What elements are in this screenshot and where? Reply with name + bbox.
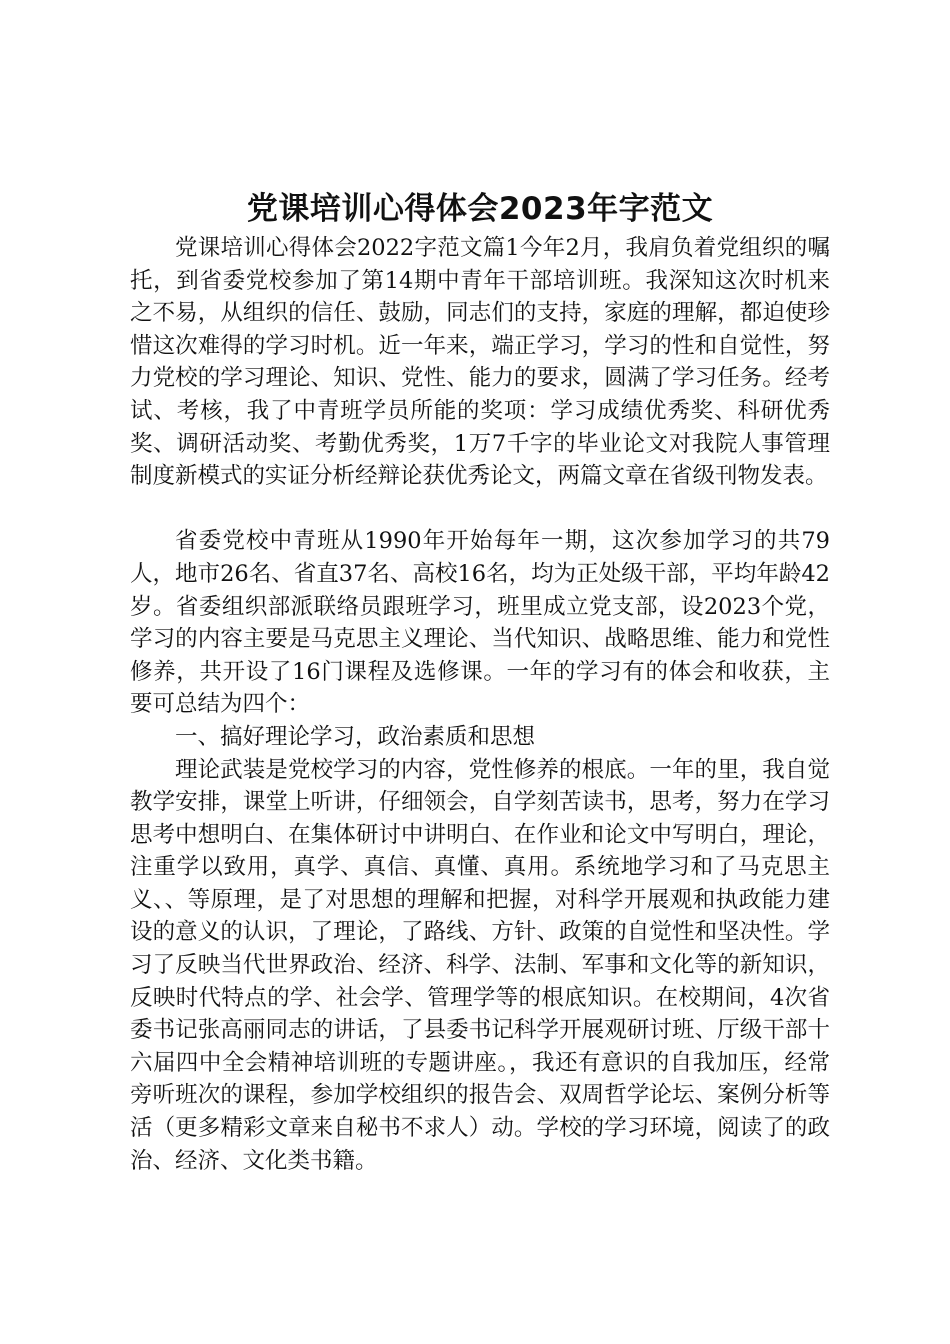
paragraph-intro: 党课培训心得体会2022字范文篇1今年2月，我肩负着党组织的嘱托，到省委党校参加了第14期中青年干部培训班。我深知这次时机来之不易，从组织的信任、鼓励，同志们的支持，家庭的理解，都迫使珍惜这次难得的学习时机。近一年来，端正学习，学习的性和自觉性，努力党校的学习理论、知识、党性、能力的要求，圆满了学习任务。经考试、考核，我了中青班学员所能的奖项：学习成绩优秀奖、科研优秀奖、调研活动奖、考勤优秀奖，1万7千字的毕业论文对我院人事管理制度新模式的实证分析经辩论获优秀论文，两篇文章在省级刊物发表。 bbox=[130, 235, 830, 490]
document-body bbox=[130, 232, 830, 1177]
paragraph-theory-study: 理论武装是党校学习的内容，党性修养的根底。一年的里，我自觉教学安排，课堂上听讲，仔细领会，自学刻苦读书，思考，努力在学习思考中想明白、在集体研讨中讲明白、在作业和论文中写明白，理论，注重学以致用，真学、真信、真懂、真用。系统地学习和了马克思主义、、等原理，是了对思想的理解和把握，对科学开展观和执政能力建设的意义的认识，了理论，了路线、方针、政策的自觉性和坚决性。学习了反映当代世界政治、经济、科学、法制、军事和文化等的新知识，反映时代特点的学、社会学、管理学等的根底知识。在校期间，4次省委书记张高丽同志的讲话，了县委书记科学开展观研讨班、厅级干部十六届四中全会精神培训班的专题讲座。，我还有意识的自我加压，经常旁听班次的课程，参加学校组织的报告会、双周哲学论坛、案例分析等活（更多精彩文章来自秘书不求人）动。学校的学习环境，阅读了的政治、经济、文化类书籍。 bbox=[130, 756, 830, 1174]
section-heading-1: 一、搞好理论学习，政治素质和思想 bbox=[175, 723, 536, 750]
document-title: 党课培训心得体会2023年字范文 bbox=[246, 191, 714, 227]
paragraph-class-info: 省委党校中青班从1990年开始每年一期，这次参加学习的共79人，地市26名、省直37名、高校16名，均为正处级干部，平均年龄42岁。省委组织部派联络员跟班学习，班里成立党支部，设2023个党，学习的内容主要是马克思主义理论、当代知识、战略思维、能力和党性修养，共开设了16门课程及选修课。一年的学习有的体会和收获，主要可总结为四个： bbox=[130, 528, 830, 718]
document-page bbox=[130, 186, 830, 1177]
